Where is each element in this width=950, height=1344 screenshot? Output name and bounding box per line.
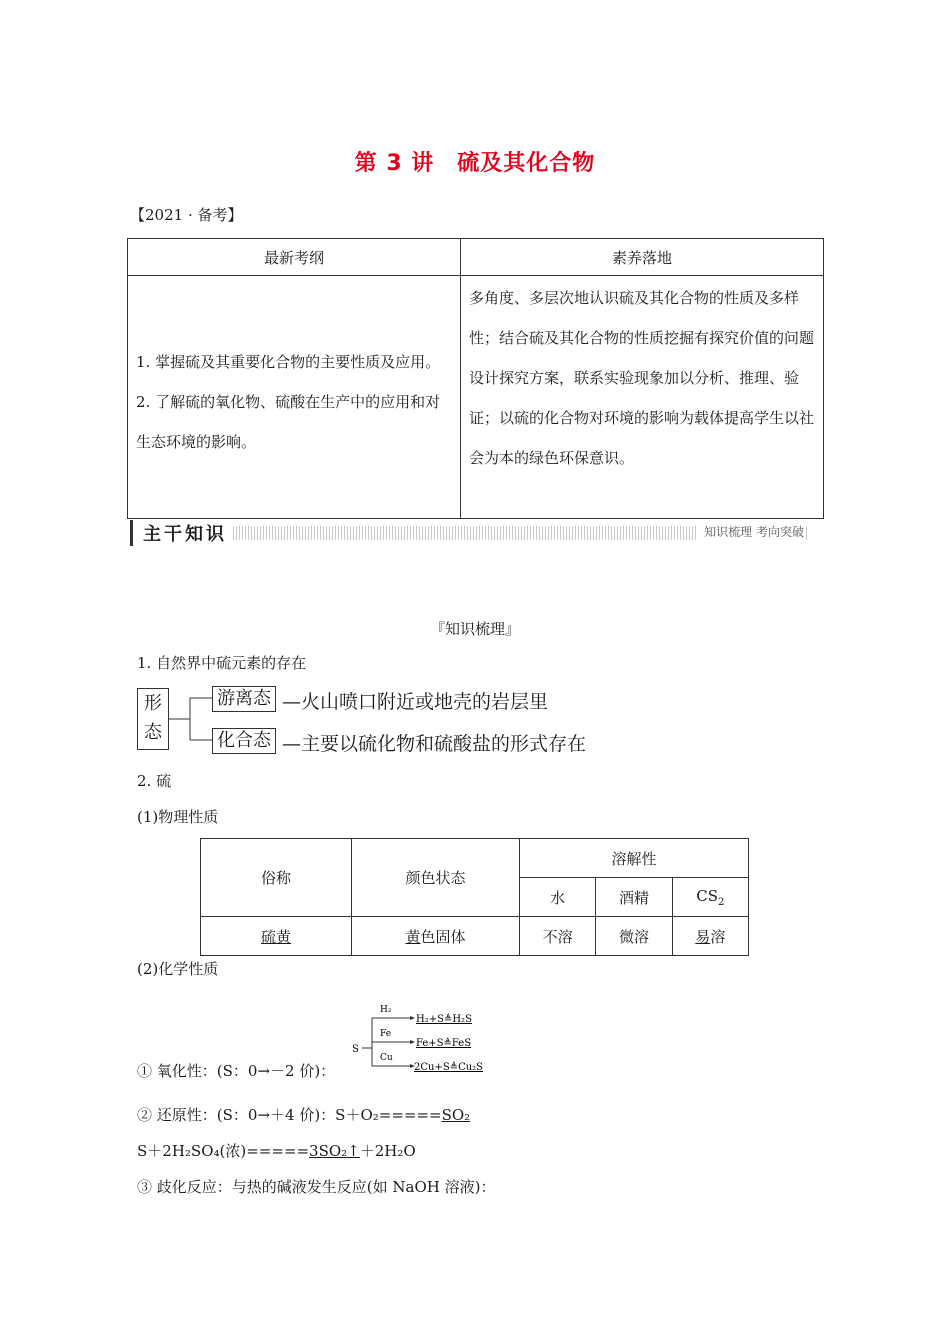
free-state-text: —火山喷口附近或地壳的岩层里 xyxy=(282,691,549,713)
val-cs2: 易溶 xyxy=(672,917,748,956)
literacy-cell: 多角度、多层次地认识硫及其化合物的性质及多样性；结合硫及其化合物的性质挖掘有探究价值的问题设计探究方案，联系实验现象加以分析、推理、验证；以硫的化合物对环境的影响为载体提高学生以社会为本的绿色环保意识。 xyxy=(461,276,824,519)
diagram-e1: H₂+S≜H₂S xyxy=(416,1014,472,1025)
syllabus-cell xyxy=(128,276,461,519)
diagram-r2: Fe xyxy=(380,1029,392,1039)
diagram-e2: Fe+S≜FeS xyxy=(416,1038,472,1049)
free-state-box: 游离态 xyxy=(212,686,276,712)
syllabus-item-2: 2. 了解硫的氧化物、硫酸在生产中的应用和对生态环境的影响。 xyxy=(136,393,441,451)
th-cs2: $CS_2$ xyxy=(672,878,748,917)
th-solubility: 溶解性 xyxy=(520,839,749,878)
th-alcohol: 酒精 xyxy=(596,878,672,917)
section-banner xyxy=(130,518,810,548)
physical-props-heading: (1)物理性质 xyxy=(137,808,219,826)
page-title: 第 3 讲 硫及其化合物 xyxy=(354,151,596,176)
diagram-r3: Cu xyxy=(380,1053,393,1063)
diagram-s: S xyxy=(352,1044,359,1055)
disproportionation-line: ③ 歧化反应：与热的碱液发生反应(如 NaOH 溶液)： xyxy=(137,1178,496,1196)
val-name: 硫黄 xyxy=(201,917,352,956)
syllabus-table xyxy=(127,238,824,519)
form-char-2: 态 xyxy=(144,722,162,743)
prep-tag: 【2021 · 备考】 xyxy=(130,206,243,224)
diagram-e3: 2Cu+S≜Cu₂S xyxy=(414,1062,484,1073)
banner-subtitle: 知识梳理 考向突破 xyxy=(698,523,804,540)
combined-state-box: 化合态 xyxy=(212,728,276,754)
s2-heading: 2. 硫 xyxy=(137,772,172,790)
diagram-r1: H₂ xyxy=(380,1005,392,1015)
val-alcohol: 微溶 xyxy=(596,917,672,956)
val-color: 黄色固体 xyxy=(352,917,520,956)
chemical-props-heading: (2)化学性质 xyxy=(137,960,219,978)
th-water: 水 xyxy=(520,878,596,917)
header-syllabus: 最新考纲 xyxy=(128,239,461,276)
s1-heading: 1. 自然界中硫元素的存在 xyxy=(137,654,307,672)
oxidation-diagram xyxy=(348,998,498,1078)
physical-props-table xyxy=(200,838,749,956)
header-literacy: 素养落地 xyxy=(461,239,824,276)
val-water: 不溶 xyxy=(520,917,596,956)
syllabus-item-1: 1. 掌握硫及其重要化合物的主要性质及应用。 xyxy=(136,353,441,371)
section-label: 『知识梳理』 xyxy=(429,620,520,638)
form-box xyxy=(137,688,169,750)
conc-acid-line: S＋2H₂SO₄(浓)=====3SO₂↑＋2H₂O xyxy=(137,1142,416,1160)
form-char-1: 形 xyxy=(144,693,162,714)
combined-state-text: —主要以硫化物和硫酸盐的形式存在 xyxy=(282,733,587,755)
reduction-line: ② 还原性：(S：0→＋4 价)：S＋O₂=====SO₂ xyxy=(137,1106,471,1124)
oxidation-label: ① 氧化性：(S：0→－2 价)： xyxy=(137,1062,336,1080)
banner-heading: 主干知识 xyxy=(130,520,233,546)
th-color: 颜色状态 xyxy=(352,839,520,917)
th-name: 俗称 xyxy=(201,839,352,917)
form-branch-lines xyxy=(168,686,213,752)
